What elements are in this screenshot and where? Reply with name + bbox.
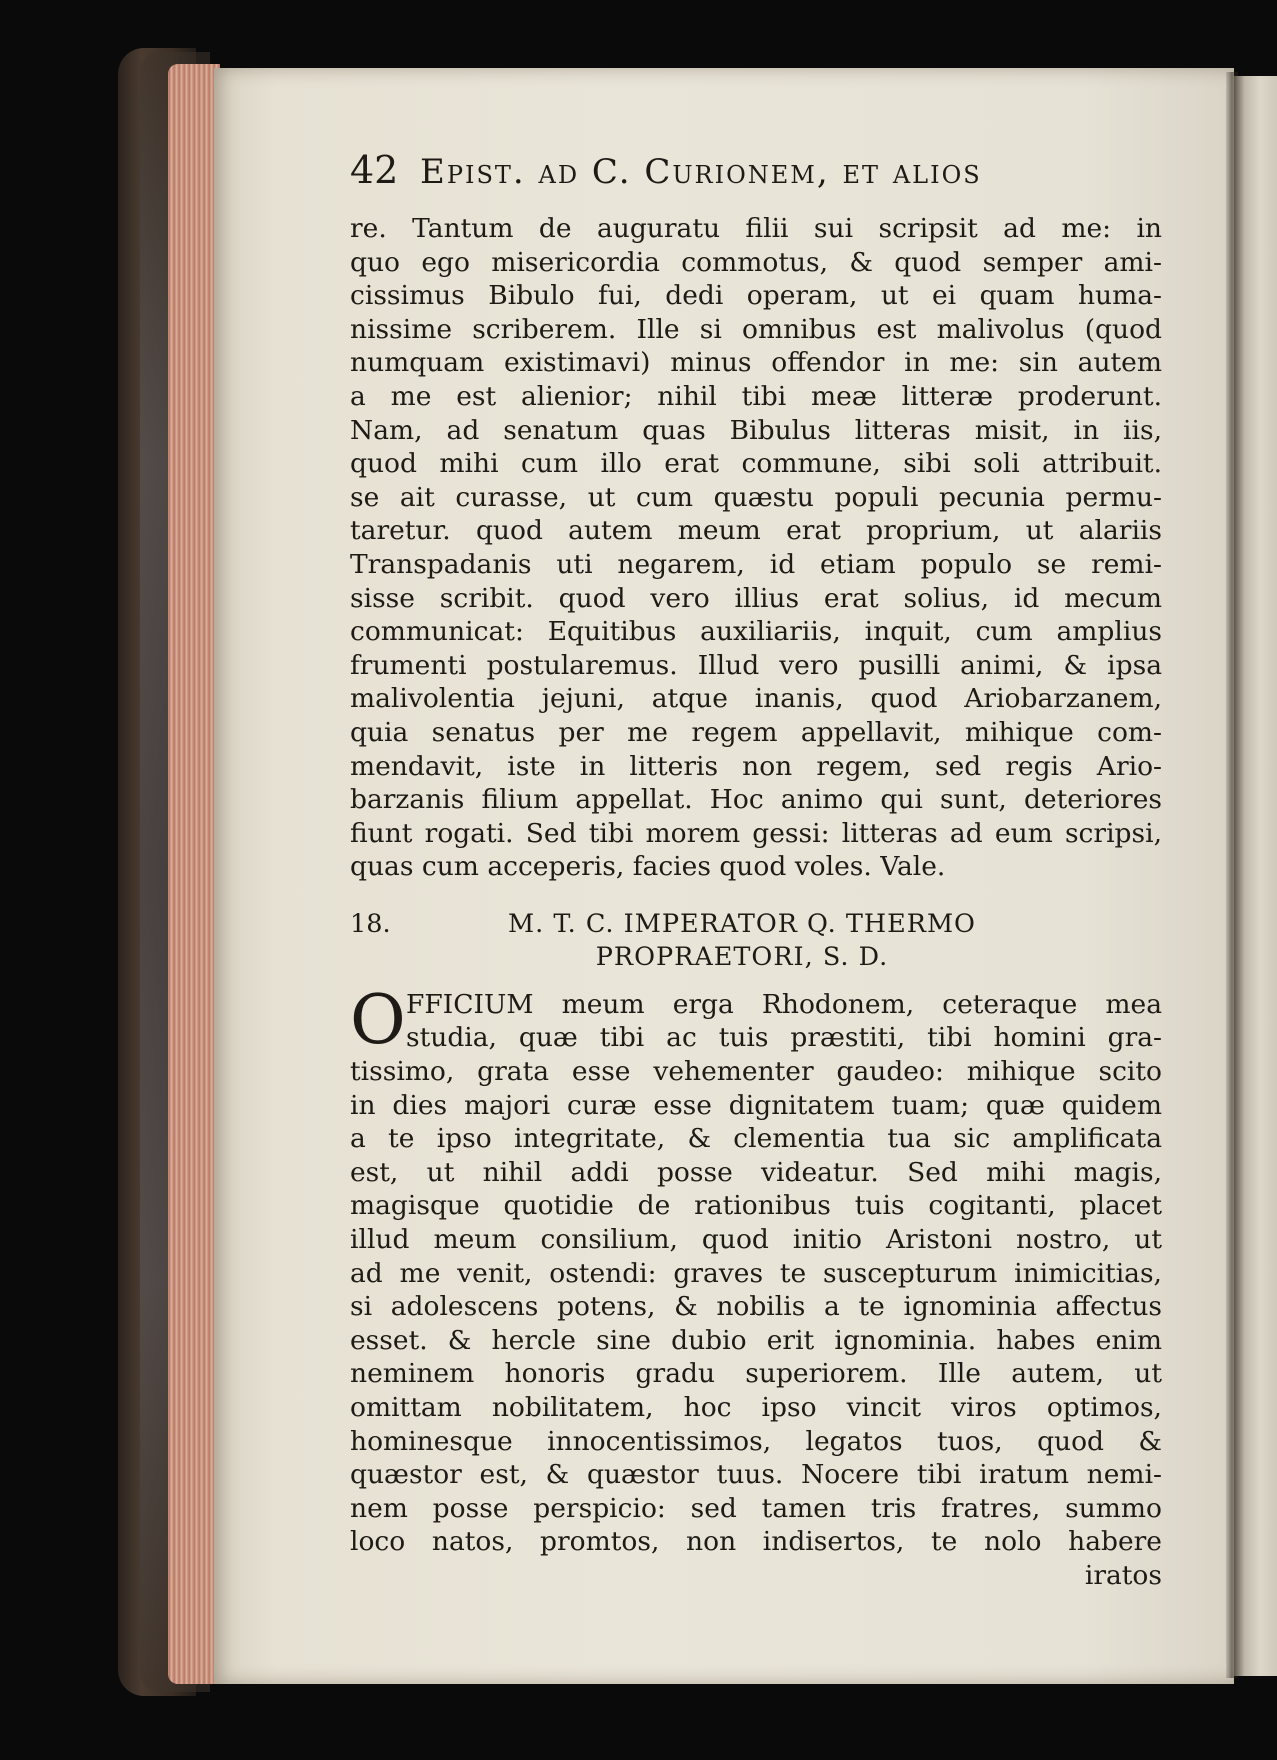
text-line: quas cum acceperis, facies quod voles. Vale.: [350, 851, 946, 883]
text-line: in dies majori curæ esse dignitatem tuam; quæ quidem: [350, 1089, 1162, 1121]
text-line: illud meum consilium, quod initio Aristoni nostro, ut: [350, 1224, 1162, 1256]
letter-number: 18.: [350, 908, 391, 939]
text-line: fiunt rogati. Sed tibi morem gessi: litteras ad eum scripsi,: [350, 817, 1162, 849]
letter-title-line: M. T. C. IMPERATOR Q. THERMO: [508, 908, 976, 939]
text-line: malivolentia jejuni, atque inanis, quod Ariobarzanem,: [350, 683, 1162, 715]
drop-cap: O: [350, 980, 406, 1060]
text-line: tissimo, grata esse vehementer gaudeo: mihique scito: [350, 1056, 1162, 1088]
text-line: est, ut nihil addi posse videatur. Sed mihi magis,: [350, 1156, 1162, 1188]
text-line: mendavit, iste in litteris non regem, sed regis Ario-: [350, 750, 1162, 782]
text-line: hominesque innocentissimos, legatos tuos, quod &: [350, 1425, 1162, 1457]
text-line: studia, quæ tibi ac tuis præstiti, tibi homini gra-: [406, 1022, 1162, 1054]
text-line: loco natos, promtos, non indisertos, te nolo habere: [350, 1526, 1162, 1558]
text-line: quæstor est, & quæstor tuus. Nocere tibi iratum nemi-: [350, 1459, 1162, 1491]
page-text: [350, 148, 1162, 1593]
running-title: Epist. ad C. Curionem, et alios: [420, 152, 982, 192]
text-line: magisque quotidie de rationibus tuis cogitanti, placet: [350, 1190, 1162, 1222]
text-line: si adolescens potens, & nobilis a te ignominia affectus: [350, 1291, 1162, 1323]
page-edges: [168, 64, 220, 1684]
text-line: quo ego misericordia commotus, & quod semper ami-: [350, 246, 1162, 278]
text-line: numquam existimavi) minus offendor in me: sin autem: [350, 347, 1162, 379]
text-line: neminem honoris gradu superiorem. Ille autem, ut: [350, 1358, 1162, 1390]
text-line: se ait curasse, ut cum quæstu populi pecunia permu-: [350, 481, 1162, 513]
text-line: a me est alienior; nihil tibi meæ litteræ proderunt.: [350, 380, 1162, 412]
page-header: [350, 148, 1162, 212]
continued-letter: [350, 212, 1162, 884]
text-line: Nam, ad senatum quas Bibulus litteras misit, in iis,: [350, 414, 1162, 446]
letter-title: [462, 908, 1022, 974]
text-line: nem posse perspicio: sed tamen tris fratres, summo: [350, 1492, 1162, 1524]
text-line: nissime scriberem. Ille si omnibus est malivolus (quod: [350, 313, 1162, 345]
text-line: omittam nobilitatem, hoc ipso vincit viros optimos,: [350, 1392, 1162, 1423]
text-line: taretur. quod autem meum erat proprium, ut alariis: [350, 515, 1162, 547]
text-line: communicat: Equitibus auxiliariis, inquit, cum amplius: [350, 616, 1162, 648]
text-line: quod mihi cum illo erat commune, sibi soli attribuit.: [350, 448, 1162, 480]
page-number: 42: [350, 148, 399, 192]
text-line: FFICIUM meum erga Rhodonem, ceteraque mea: [406, 988, 1162, 1020]
letter-heading: [350, 908, 1162, 974]
text-line: a te ipso integritate, & clementia tua sic amplificata: [350, 1123, 1162, 1155]
text-line: sisse scribit. quod vero illius erat solius, id mecum: [350, 582, 1162, 614]
text-line: esset. & hercle sine dubio erit ignominia. habes enim: [350, 1324, 1162, 1356]
text-line: cissimus Bibulo fui, dedi operam, ut ei quam huma-: [350, 280, 1162, 312]
letter-title-line: PROPRAETORI, S. D.: [595, 941, 889, 972]
catchword: iratos: [1084, 1559, 1162, 1591]
text-line: ad me venit, ostendi: graves te suscepturum inimicitias,: [350, 1257, 1162, 1289]
letter-body: [350, 980, 1162, 1593]
text-line: Transpadanis uti negarem, id etiam populo se remi-: [350, 548, 1162, 580]
facing-page: [1234, 76, 1277, 1676]
text-line: barzanis filium appellat. Hoc animo qui sunt, deteriores: [350, 784, 1162, 816]
text-line: quia senatus per me regem appellavit, mihique com-: [350, 716, 1162, 748]
text-line: frumenti postularemus. Illud vero pusilli animi, & ipsa: [350, 649, 1162, 681]
text-line: re. Tantum de auguratu filii sui scripsit ad me: in: [350, 213, 1162, 244]
